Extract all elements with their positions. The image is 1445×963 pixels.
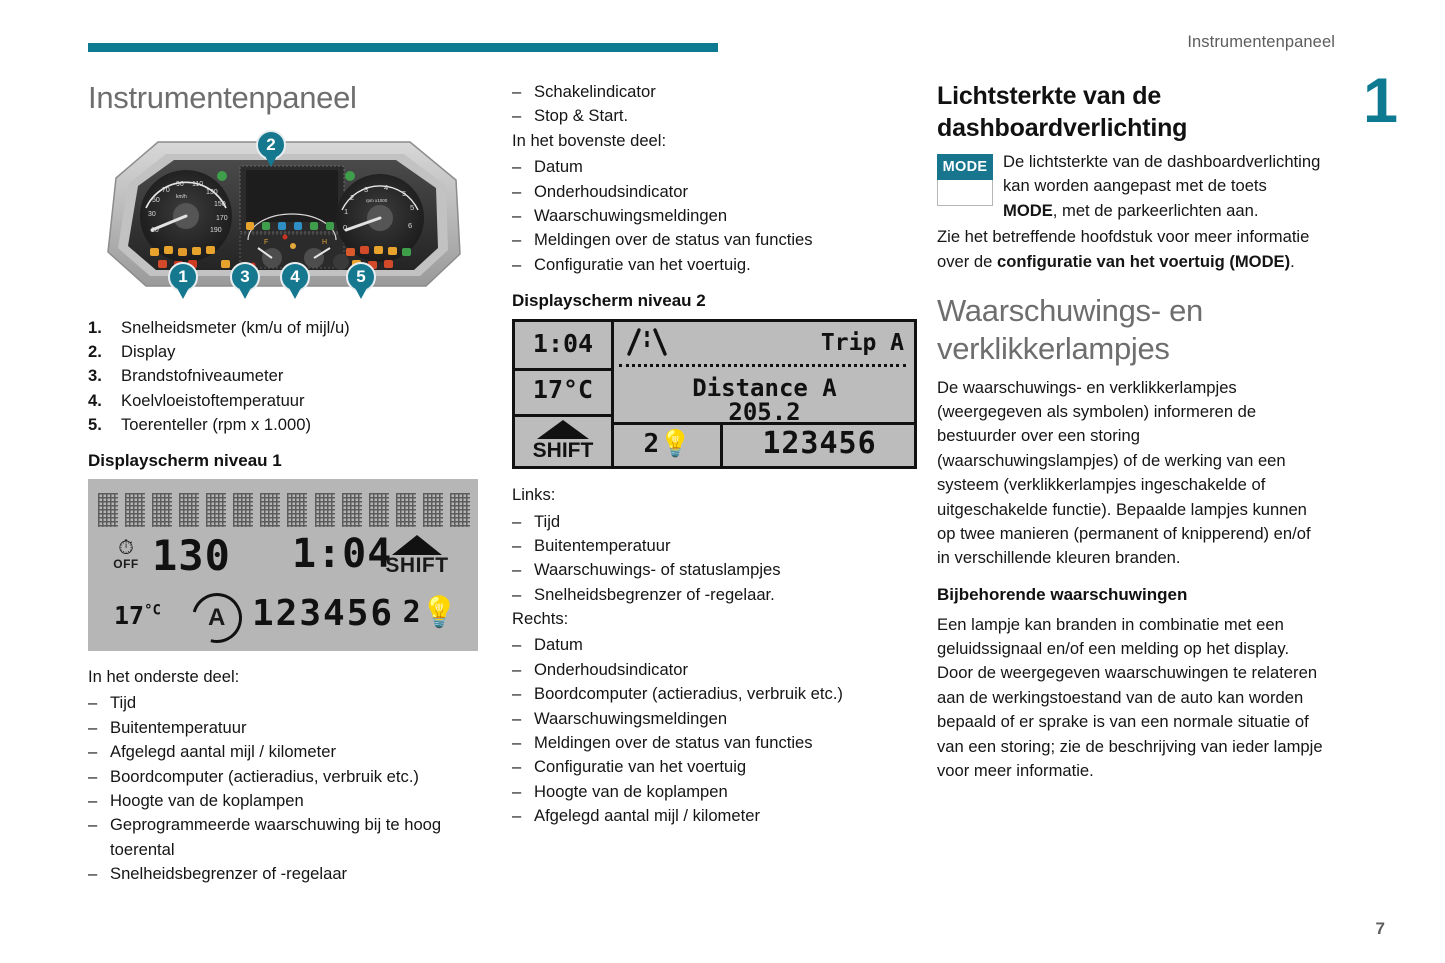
lcd2-odometer: 123456 — [762, 426, 877, 462]
svg-text:1: 1 — [344, 207, 349, 216]
list-item — [88, 691, 480, 715]
list-item-label: Boordcomputer (actieradius, verbruik etc.) — [110, 766, 419, 786]
upper-section-lead: In het bovenste deel: — [512, 130, 667, 150]
display-level-1-image — [88, 479, 478, 651]
callout-pin-1 — [168, 262, 198, 300]
list-item-label: Tijd — [110, 693, 137, 713]
list-item-number: 2. — [88, 342, 102, 362]
svg-text:170: 170 — [216, 215, 228, 222]
brightness-text-part-3: Zie het betreffende hoofdstuk voor meer informatie over de — [937, 227, 1310, 271]
mode-button-illustration — [937, 154, 993, 206]
matrix-cell — [423, 493, 443, 527]
odometer-value: 123456 — [252, 593, 395, 635]
matrix-cell — [287, 493, 307, 527]
svg-text:2: 2 — [350, 193, 355, 202]
right-section-list — [512, 633, 904, 828]
list-dash: – — [512, 806, 522, 826]
lcd1-row-upper — [106, 531, 460, 585]
display-level-2-image — [512, 319, 917, 469]
page-number: 7 — [1375, 919, 1385, 938]
list-dash: – — [512, 230, 522, 250]
warning-lamps-paragraph: De waarschuwings- en verklikkerlampjes (weergegeven als symbolen) informeren de bestuurder over een storing (waarschuwingslampjes) of de werking van een systeem (verklikkerlampjes ingeschakelde of uitgeschakelde functie). Bepaalde lampjes kunnen op twee manieren (permanent of knipperend) en/of in verschillende kleuren branden. — [937, 377, 1311, 568]
list-item — [512, 731, 904, 755]
list-item-label: Buitentemperatuur — [534, 535, 671, 555]
svg-text:F: F — [264, 239, 269, 246]
list-item — [88, 740, 480, 764]
list-item — [512, 204, 904, 228]
matrix-cell — [179, 493, 199, 527]
list-dash: – — [88, 815, 98, 835]
matrix-cell — [369, 493, 389, 527]
list-item — [88, 789, 480, 813]
list-dash: – — [512, 511, 522, 531]
svg-text:150: 150 — [214, 201, 226, 208]
list-dash: – — [512, 635, 522, 655]
section-heading-brightness: Lichtsterkte van de dashboardverlichting — [937, 82, 1188, 142]
list-dash: – — [88, 693, 98, 713]
list-dash: – — [512, 560, 522, 580]
list-item-label: Toerenteller (rpm x 1.000) — [121, 414, 311, 434]
headlight-level-indicator: 2💡 — [402, 595, 458, 631]
display-level-2-heading: Displayscherm niveau 2 — [512, 291, 706, 311]
shift-indicator — [374, 533, 460, 578]
mode-paragraph-block — [937, 150, 1325, 225]
cluster-legend-list — [88, 316, 480, 437]
lcd2-distance-value: 205.2 — [728, 398, 801, 427]
lcd2-clock: 1:04 — [532, 329, 594, 359]
mode-badge-label: MODE — [937, 154, 993, 180]
list-item — [512, 804, 904, 828]
list-item — [512, 658, 904, 682]
list-dash: – — [512, 106, 522, 126]
list-dash: – — [512, 254, 522, 274]
callout-pin-4-tail — [288, 286, 302, 299]
lcd2-shift-indicator — [515, 418, 611, 463]
lcd1-row-lower — [106, 591, 460, 639]
list-dash: – — [512, 157, 522, 177]
list-item-number: 4. — [88, 390, 102, 410]
lcd2-shift-label: SHIFT — [532, 439, 594, 463]
lcd2-divider-h1 — [515, 368, 611, 371]
brightness-bold-config: configuratie van het voertuig (MODE) — [996, 251, 1291, 271]
list-item-label: Geprogrammeerde waarschuwing bij te hoog toerental — [110, 815, 442, 859]
lcd2-divider-v2 — [720, 425, 723, 466]
list-item-label: Waarschuwings- of statuslampjes — [534, 560, 781, 580]
list-item — [512, 707, 904, 731]
callout-pin-1-label: 1 — [168, 262, 198, 292]
lcd2-distance-label: Distance A — [692, 374, 837, 403]
column-middle — [512, 80, 904, 829]
lcd1-clock: 1:04 — [292, 531, 393, 578]
list-item — [512, 534, 904, 558]
outside-temperature — [114, 601, 161, 630]
callout-pin-2-tail — [264, 154, 278, 167]
svg-text:50: 50 — [152, 197, 160, 204]
shift-up-arrow-icon — [537, 420, 589, 439]
matrix-cell — [396, 493, 416, 527]
list-item — [512, 583, 904, 607]
list-dash: – — [512, 659, 522, 679]
list-dash: – — [512, 535, 522, 555]
callout-pin-3-tail — [238, 286, 252, 299]
list-dash: – — [512, 82, 522, 101]
running-head: Instrumentenpaneel — [1187, 33, 1335, 51]
associated-warnings-paragraph: Een lampje kan branden in combinatie met een geluidssignaal en/of een melding op het display. Door de weergegeven waarschuwingen te relateren aan de werkingstoestand van de auto kan worden bepaald of er sprake is van een normale situatie of van een storing; zie de beschrijving van ieder lampje voor meer informatie. — [937, 614, 1323, 781]
matrix-cell — [206, 493, 226, 527]
subheading-associated-warnings: Bijbehorende waarschuwingen — [937, 584, 1188, 604]
list-item — [512, 104, 904, 128]
column-right — [937, 80, 1325, 785]
speed-limiter-icon: ⏱ — [118, 537, 134, 560]
section-heading-warning-lamps: Waarschuwings- en verklikkerlampjes — [937, 292, 1203, 366]
svg-text:10: 10 — [151, 227, 159, 234]
lcd2-trip-label: Trip A — [820, 330, 904, 357]
lane-departure-icon — [625, 328, 669, 363]
list-item-label: Buitentemperatuur — [110, 717, 247, 737]
list-item-label: Waarschuwingsmeldingen — [534, 708, 728, 728]
list-item — [512, 155, 904, 179]
page-title: Instrumentenpaneel — [88, 80, 357, 115]
list-item — [88, 340, 480, 364]
list-item-label: Boordcomputer (actieradius, verbruik etc.) — [534, 684, 843, 704]
matrix-cell — [98, 493, 118, 527]
list-item — [512, 558, 904, 582]
continued-list — [512, 80, 904, 129]
lower-section-list — [88, 691, 480, 886]
callout-pin-2 — [256, 130, 286, 168]
list-item-label: Onderhoudsindicator — [534, 659, 689, 679]
left-section-list — [512, 510, 904, 608]
callout-pin-5-tail — [354, 286, 368, 299]
temperature-value: 17 — [114, 601, 145, 631]
list-item — [512, 80, 904, 104]
list-item-label: Display — [121, 342, 176, 362]
list-item-label: Koelvloeistoftemperatuur — [121, 390, 305, 410]
list-item — [512, 180, 904, 204]
list-item — [88, 765, 480, 789]
matrix-cell — [315, 493, 335, 527]
list-dash: – — [88, 717, 98, 737]
lcd2-divider-vertical — [611, 322, 614, 466]
lcd2-headlight-level-value: 2 — [643, 429, 660, 460]
lane-departure-glyph — [625, 328, 669, 356]
list-item — [88, 389, 480, 413]
list-item-number: 1. — [88, 318, 102, 337]
list-item-label: Schakelindicator — [534, 82, 656, 101]
svg-text:5: 5 — [402, 189, 407, 198]
svg-text:rpm x1000: rpm x1000 — [366, 198, 388, 203]
list-dash: – — [512, 684, 522, 704]
lcd2-divider-h2 — [515, 414, 611, 417]
list-item-label: Hoogte van de koplampen — [110, 791, 304, 811]
svg-text:km/h: km/h — [176, 194, 187, 200]
list-item — [88, 316, 480, 340]
list-item-label: Onderhoudsindicator — [534, 181, 689, 201]
list-dash: – — [512, 757, 522, 777]
lcd2-dotted-separator — [619, 364, 906, 367]
list-dash: – — [88, 742, 98, 762]
list-item-label: Meldingen over de status van functies — [534, 230, 813, 250]
svg-text:0: 0 — [343, 223, 348, 232]
list-item — [512, 633, 904, 657]
list-dash: – — [88, 791, 98, 811]
upper-section-list — [512, 155, 904, 277]
svg-text:6: 6 — [408, 221, 413, 230]
list-item — [512, 510, 904, 534]
matrix-cell — [233, 493, 253, 527]
list-item — [88, 413, 480, 437]
brightness-text-part-4: . — [1290, 251, 1295, 271]
list-item-label: Stop & Start. — [534, 106, 629, 126]
svg-text:190: 190 — [210, 227, 222, 234]
callout-pin-4-label: 4 — [280, 262, 310, 292]
callout-pin-4 — [280, 262, 310, 300]
svg-text:5: 5 — [410, 203, 415, 212]
list-item-label: Tijd — [534, 511, 561, 531]
gearbox-auto-indicator — [183, 584, 251, 652]
callout-pin-5 — [346, 262, 376, 300]
callout-pin-3 — [230, 262, 260, 300]
list-item-label: Configuratie van het voertuig — [534, 757, 747, 777]
right-section-lead: Rechts: — [512, 609, 569, 629]
list-item-label: Afgelegd aantal mijl / kilometer — [110, 742, 336, 762]
list-dash: – — [512, 708, 522, 728]
svg-text:110: 110 — [192, 181, 204, 188]
callout-pin-3-label: 3 — [230, 262, 260, 292]
list-dash: – — [512, 733, 522, 753]
svg-text:90: 90 — [176, 181, 184, 188]
shift-up-arrow-icon — [392, 535, 442, 555]
list-item — [512, 780, 904, 804]
list-item-number: 3. — [88, 366, 102, 386]
speed-limit-value: 130 — [152, 531, 231, 581]
brightness-paragraph-1 — [937, 150, 1325, 223]
list-item-label: Waarschuwingsmeldingen — [534, 205, 728, 225]
list-item-label: Datum — [534, 157, 583, 177]
brightness-paragraph-2 — [937, 225, 1325, 274]
list-item-label: Snelheidsbegrenzer of -regelaar — [110, 864, 348, 884]
list-item-label: Brandstofniveaumeter — [121, 366, 284, 386]
dot-matrix-row — [98, 493, 470, 527]
matrix-cell — [342, 493, 362, 527]
list-item-label: Snelheidsbegrenzer of -regelaar. — [534, 584, 775, 604]
list-dash: – — [512, 205, 522, 225]
mode-badge-blank-box — [937, 180, 993, 206]
svg-text:4: 4 — [384, 183, 389, 192]
list-item — [88, 716, 480, 740]
lower-section-lead: In het onderste deel: — [88, 667, 240, 687]
instrument-cluster-illustration — [88, 134, 480, 302]
header-accent-rule — [88, 43, 718, 52]
callout-pin-2-label: 2 — [256, 130, 286, 160]
svg-text:30: 30 — [148, 211, 156, 218]
headlight-level-value: 2 — [402, 595, 421, 631]
matrix-cell — [450, 493, 470, 527]
matrix-cell — [152, 493, 172, 527]
matrix-cell — [125, 493, 145, 527]
brightness-text-part-2: , met de parkeerlichten aan. — [1052, 200, 1259, 220]
speed-limiter-indicator — [106, 539, 146, 571]
list-dash: – — [88, 864, 98, 884]
svg-text:130: 130 — [206, 189, 218, 196]
list-item — [512, 755, 904, 779]
auto-indicator-letter: A — [208, 604, 226, 632]
shift-label: SHIFT — [385, 554, 449, 578]
svg-text:3: 3 — [364, 185, 369, 194]
list-dash: – — [512, 181, 522, 201]
list-item-number: 5. — [88, 414, 102, 434]
list-item-label: Datum — [534, 635, 583, 655]
callout-pin-5-label: 5 — [346, 262, 376, 292]
list-item-label: Snelheidsmeter (km/u of mijl/u) — [121, 318, 350, 337]
column-left — [88, 80, 480, 887]
chapter-number: 1 — [1362, 66, 1397, 136]
list-item — [512, 228, 904, 252]
temperature-unit: °C — [144, 602, 161, 619]
list-dash: – — [512, 584, 522, 604]
callout-pin-1-tail — [176, 286, 190, 299]
lcd2-headlight-level: 2💡 — [643, 429, 692, 460]
list-item — [88, 813, 480, 862]
list-item-label: Hoogte van de koplampen — [534, 781, 728, 801]
speed-limiter-state: OFF — [113, 557, 139, 572]
lcd2-temperature: 17°C — [532, 375, 594, 405]
svg-text:70: 70 — [162, 187, 170, 194]
svg-text:H: H — [322, 239, 328, 246]
brightness-bold-mode: MODE — [1003, 200, 1053, 220]
brightness-text-part-1: De lichtsterkte van de dashboardverlichting kan worden aangepast met de toets — [1003, 152, 1321, 196]
list-item-label: Afgelegd aantal mijl / kilometer — [534, 806, 760, 826]
list-dash: – — [512, 781, 522, 801]
matrix-cell — [260, 493, 280, 527]
left-section-lead: Links: — [512, 485, 556, 505]
list-item — [88, 862, 480, 886]
list-item — [512, 253, 904, 277]
list-dash: – — [88, 766, 98, 786]
list-item-label: Configuratie van het voertuig. — [534, 254, 751, 274]
list-item — [512, 682, 904, 706]
list-item — [88, 364, 480, 388]
display-level-1-heading: Displayscherm niveau 1 — [88, 451, 282, 471]
list-item-label: Meldingen over de status van functies — [534, 733, 813, 753]
